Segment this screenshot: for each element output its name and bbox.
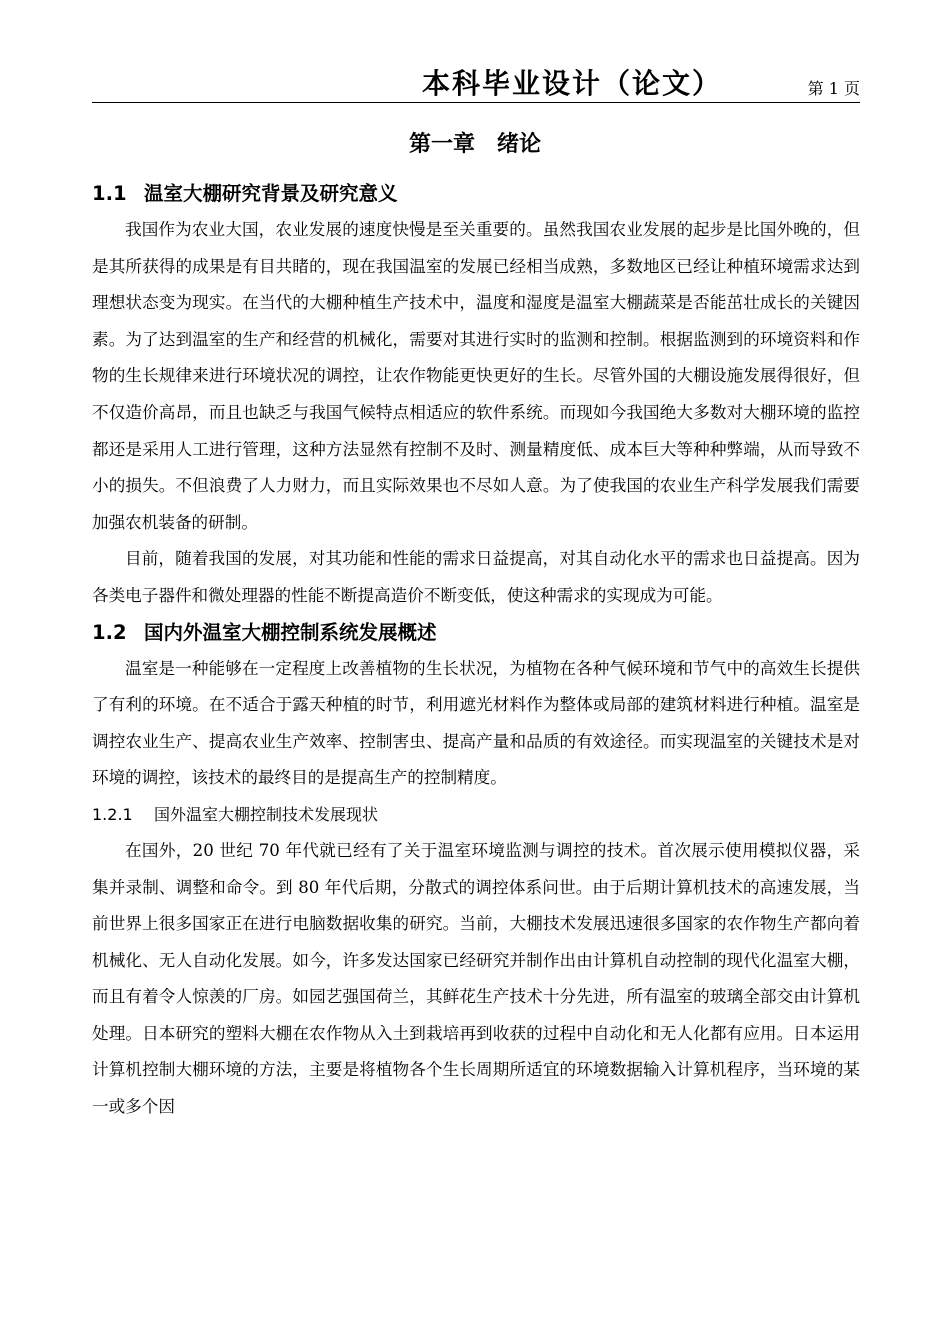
section-title: 温室大棚研究背景及研究意义 — [144, 182, 398, 205]
paragraph: 温室是一种能够在一定程度上改善植物的生长状况，为植物在各种气候环境和节气中的高效生长提供了有利的环境。在不适合于露天种植的时节，利用遮光材料作为整体或局部的建筑材料进行种植。温室是调控农业生产、提高农业生产效率、控制害虫、提高产量和品质的有效途径。而实现温室的关键技术是对环境的调控，该技术的最终目的是提高生产的控制精度。 — [92, 658, 860, 788]
paragraph: 目前，随着我国的发展，对其功能和性能的需求日益提高，对其自动化水平的需求也日益提高。因为各类电子器件和微处理器的性能不断提高造价不断变低，使这种需求的实现成为可能。 — [92, 549, 860, 605]
page-header — [92, 58, 860, 103]
page-number: 第 1 页 — [807, 79, 860, 98]
section-number: 1.2 — [92, 620, 127, 644]
paragraph: 在国外，20 世纪 70 年代就已经有了关于温室环境监测与调控的技术。首次展示使用模拟仪器，采集并录制、调整和命令。到 80 年代后期，分散式的调控体系问世。由于后期计算机技术的高速发展，当前世界上很多国家正在进行电脑数据收集的研究。当前，大棚技术发展迅速很多国家的农作物生产都向着机械化、无人自动化发展。如今，许多发达国家已经研究并制作出由计算机自动控制的现代化温室大棚，而且有着令人惊羡的厂房。如园艺强国荷兰，其鲜花生产技术十分先进，所有温室的玻璃全部交由计算机处理。日本研究的塑料大棚在农作物从入土到栽培再到收获的过程中自动化和无人化都有应用。日本运用计算机控制大棚环境的方法，主要是将植物各个生长周期所适宜的环境数据输入计算机程序，当环境的某一或多个因 — [92, 840, 860, 1117]
subsection-number: 1.2.1 — [92, 804, 133, 824]
section-title: 国内外温室大棚控制系统发展概述 — [144, 620, 437, 644]
section-heading-1-2 — [92, 615, 860, 651]
header-title: 本科毕业设计（论文） — [421, 67, 722, 100]
subsection-heading-1-2-1 — [92, 797, 860, 833]
paragraph: 我国作为农业大国，农业发展的速度快慢是至关重要的。虽然我国农业发展的起步是比国外晚的，但是其所获得的成果是有目共睹的，现在我国温室的发展已经相当成熟，多数地区已经让种植环境需求达到理想状态变为现实。在当代的大棚种植生产技术中，温度和湿度是温室大棚蔬菜是否能茁壮成长的关键因素。为了达到温室的生产和经营的机械化，需要对其进行实时的监测和控制。根据监测到的环境资料和作物的生长规律来进行环境状况的调控，让农作物能更快更好的生长。尽管外国的大棚设施发展得很好，但不仅造价高昂，而且也缺乏与我国气候特点相适应的软件系统。而现如今我国绝大多数对大棚环境的监控都还是采用人工进行管理，这种方法显然有控制不及时、测量精度低、成本巨大等种种弊端，从而导致不小的损失。不但浪费了人力财力，而且实际效果也不尽如人意。为了使我国的农业生产科学发展我们需要加强农机装备的研制。 — [92, 220, 860, 532]
subsection-title: 国外温室大棚控制技术发展现状 — [154, 804, 379, 824]
section-number: 1.1 — [92, 182, 127, 205]
section-heading-1-1 — [92, 176, 860, 212]
body-text — [92, 176, 860, 1126]
chapter-title: 第一章 绪论 — [408, 132, 541, 157]
